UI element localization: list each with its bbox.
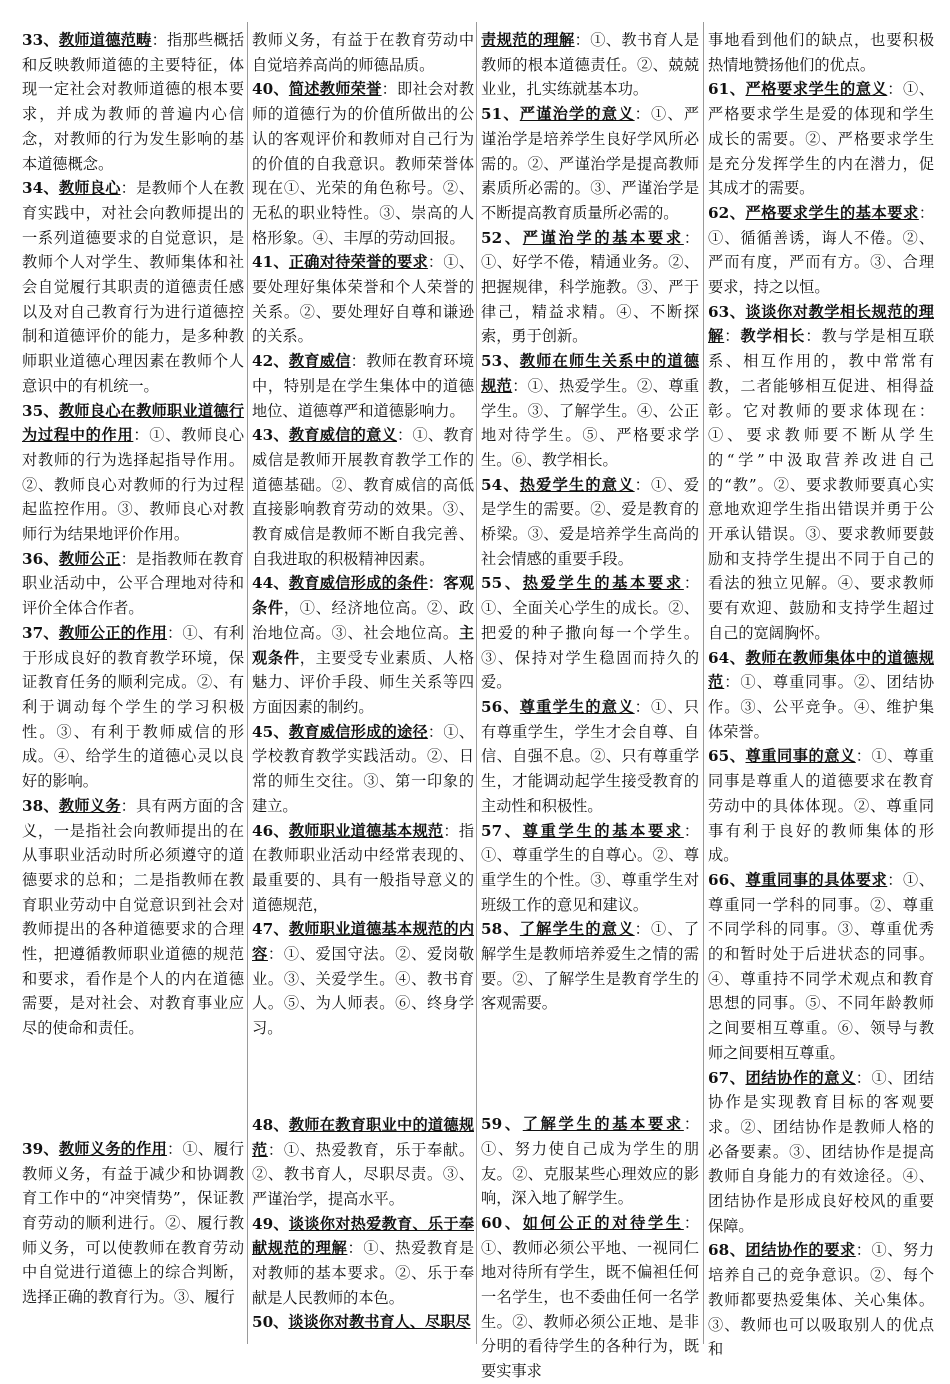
entry-term: 热爱学生的意义: [519, 475, 635, 494]
entry-text: ：指那些概括和反映教师道德的主要特征，体现一定社会对教师道德的根本要求，并成为教师的普遍内心信念，对教师的行为发生影响的基本道德概念。: [22, 31, 244, 173]
entry-text: ，①、经济地位高。②、政治地位高。③、社会地位高。: [252, 599, 474, 642]
entry-paragraph: [252, 28, 474, 77]
entry-number: 39、: [22, 1139, 59, 1158]
entry-number: 59、: [481, 1115, 523, 1134]
entry-term: 教师良心在教师职业道德行为过程中的作用: [22, 401, 244, 445]
entry-paragraph: [708, 868, 934, 1066]
entry-term: 教师在教师集体中的道德规范: [708, 648, 934, 692]
entry-text: ：是指教师在教育职业活动中，公平合理地对待和评价全体合作者。: [22, 549, 244, 618]
entry-paragraph: [252, 349, 474, 423]
entry-paragraph: [481, 226, 699, 350]
entry-number: 57、: [481, 821, 523, 840]
entry-term: 正确对待荣誉的要求: [288, 253, 428, 272]
entry-paragraph: [708, 77, 934, 201]
text-column-1: [22, 28, 244, 1310]
entry-number: 37、: [22, 623, 59, 642]
entry-paragraph: [708, 744, 934, 868]
column-spacer: [481, 1016, 699, 1112]
entry-number: 45、: [252, 722, 289, 741]
entry-term: 了解学生的基本要求: [522, 1115, 684, 1134]
entry-term: 教育威信形成的条件: [288, 574, 428, 593]
entry-paragraph: [22, 621, 244, 794]
column-divider-3: [703, 22, 704, 1344]
entry-text: ：①、全面关心学生的成长。②、把爱的种子撒向每一个学生。③、保持对学生稳固而持久的爱。: [481, 574, 699, 692]
entry-text: ：是教师个人在教育实践中，对社会向教师提出的一系列道德要求的自觉意识，是教师个人对学生、教师集体和社会自觉履行其职责的道德责任感以及对自己教育行为进行道德控制和道德评价的能力，是多种教师职业道德心理因素在教师个人意识中的有机统一。: [22, 179, 244, 395]
entry-text: ，主要受专业素质、人格魅力、评价手段、师生关系等四方面因素的制约。: [252, 648, 474, 716]
entry-paragraph: [481, 28, 699, 102]
entry-number: 50、: [252, 1313, 289, 1332]
entry-number: 47、: [252, 920, 289, 939]
entry-term: 了解学生的意义: [519, 920, 635, 939]
entry-bold-text: 主观条件: [252, 623, 474, 667]
entry-term: 教师道德范畴: [58, 31, 152, 49]
entry-text: ：①、团结协作是实现教育目标的客观要求。②、团结协作是教师人格的必备要素。③、团结协作是提高教师自身能力的有效途径。④、团结协作是形成良好校风的重要保障。: [708, 1068, 934, 1235]
entry-text: ：①、尊重同一学科的同事。②、尊重不同学科的同事。③、尊重优秀的和暂时处于后进状态的同事。④、尊重持不同学术观点和教育思想的同事。⑤、不同年龄教师之间要相互尊重。⑥、领导与教师之间要相互尊重。: [708, 870, 934, 1062]
entry-bold-text: ：客观条件: [252, 574, 474, 618]
entry-paragraph: [252, 1310, 474, 1335]
entry-paragraph: [252, 819, 474, 918]
entry-paragraph: [252, 77, 474, 250]
entry-term: 教师良心: [58, 179, 121, 198]
entry-term: 团结协作的要求: [745, 1241, 856, 1260]
entry-number: 58、: [481, 920, 520, 939]
column-spacer: [22, 1041, 244, 1137]
entry-paragraph: [252, 720, 474, 819]
entry-paragraph: [481, 1211, 699, 1384]
entry-number: 44、: [252, 574, 289, 593]
column-spacer: [252, 1041, 474, 1113]
entry-term: 严格要求学生的意义: [745, 80, 888, 99]
entry-term: 教师义务: [58, 796, 121, 815]
entry-term: 谈谈你对教学相长规范的理解: [708, 302, 934, 346]
entry-number: 62、: [708, 203, 746, 222]
entry-paragraph: [22, 794, 244, 1041]
entry-term: 尊重同事的具体要求: [745, 870, 888, 889]
entry-term: 责规范的理解: [481, 31, 575, 49]
entry-text: ：①、严谨治学是培养学生良好学风所必需的。②、严谨治学是提高教师素质所必需的。③、严谨治学是不断提高教育质量所必需的。: [481, 105, 699, 222]
entry-paragraph: [252, 917, 474, 1041]
entry-number: 66、: [708, 870, 746, 889]
entry-paragraph: [708, 646, 934, 745]
entry-text: ：①、教书育人是教师的根本道德责任。②、兢兢业业，扎实练就基本功。: [481, 31, 699, 99]
entry-number: 46、: [252, 821, 289, 840]
entry-term: 如何公正的对待学生: [522, 1213, 684, 1232]
entry-text: ：即社会对教师的道德行为的价值所做出的公认的客观评价和教师对自己行为的价值的自我意识。教师荣誉体现在①、光荣的角色称号。②、无私的职业特性。③、崇高的人格形象。④、丰厚的劳动回报。: [252, 80, 474, 247]
entry-text: ：①、好学不倦，精通业务。②、把握规律，科学施教。③、严于律己，精益求精。④、不断探索，勇于创新。: [481, 228, 699, 346]
entry-number: 35、: [22, 401, 59, 420]
entry-term: 团结协作的意义: [745, 1068, 856, 1087]
entry-number: 68、: [708, 1241, 746, 1260]
entry-term: 严谨治学的基本要求: [522, 228, 684, 247]
entry-text: ：教师在教育环境中，特别是在学生集体中的道德地位、道德尊严和道德影响力。: [252, 352, 474, 420]
entry-term: 教育威信形成的途径: [288, 722, 428, 741]
entry-text: ：①、热爱教育是对教师的基本要求。②、乐于奉献是人民教师的本色。: [252, 1239, 474, 1307]
entry-text: ：具有两方面的含义，一是指社会向教师提出的在从事职业活动时所必须遵守的道德要求的总和；二是指教师在教育职业劳动中自觉意识到社会对教师提出的各种道德要求的合理性，把遵循教师职业道德的规范和要求，看作是个人的内在道德需要，是对社会、对教育事业应尽的使命和责任。: [22, 796, 244, 1038]
entry-paragraph: [252, 1212, 474, 1311]
entry-text: ：①、热爱教育，乐于奉献。②、教书育人，尽职尽责。③、严谨治学，提高水平。: [252, 1140, 474, 1208]
entry-paragraph: [481, 1112, 699, 1211]
entry-number: 42、: [252, 352, 289, 371]
entry-text: 教师义务，有益于在教育劳动中自觉培养高尚的师德品质。: [252, 31, 474, 74]
entry-text: ：①、努力使自己成为学生的朋友。②、克服某些心理效应的影响，深入地了解学生。: [481, 1115, 699, 1208]
entry-number: 55、: [481, 574, 523, 593]
entry-number: 53、: [481, 352, 520, 371]
entry-text: ：①、努力培养自己的竞争意识。②、每个教师都要热爱集体、关心集体。③、教师也可以吸取别人的优点和: [708, 1241, 934, 1359]
entry-text: ：①、要处理好集体荣誉和个人荣誉的关系。②、要处理好自尊和谦逊的关系。: [252, 253, 474, 346]
entry-text: ：①、教育威信是教师开展教育教学工作的道德基础。②、教育威信的高低直接影响教育劳动的效果。③、教育威信是教师不断自我完善、自我进取的积极精神因素。: [252, 426, 474, 568]
entry-paragraph: [481, 102, 699, 226]
entry-text: ：①、学校教育教学实践活动。②、日常的师生交往。③、第一印象的建立。: [252, 722, 474, 815]
entry-paragraph: [252, 1113, 474, 1212]
entry-text: ：①、循循善诱，诲人不倦。②、严而有度，严而有方。③、合理要求，持之以恒。: [708, 203, 934, 297]
entry-text: ：①、尊重同事。②、团结协作。③、公平竞争。④、维护集体荣誉。: [708, 673, 934, 741]
column-divider-1: [247, 22, 248, 1344]
entry-term: 热爱学生的基本要求: [522, 574, 684, 593]
entry-paragraph: [481, 349, 699, 473]
entry-paragraph: [22, 1137, 244, 1310]
entry-number: 34、: [22, 179, 59, 198]
text-column-3: [481, 28, 699, 1384]
entry-text: ：: [724, 327, 741, 346]
entry-text: ：①、尊重同事是尊重人的道德要求在教育劳动中的具体体现。②、尊重同事有利于良好的教师集体的形成。: [708, 747, 934, 865]
entry-text: ：教与学是相互联系、相互作用的，教中常常有教，二者能够相互促进、相得益彰。它对教师的要求体现在：①、要求教师要不断从学生的“学”中汲取营养改进自己的“教”。②、要求教师要真心实意地欢迎学生指出错误并勇于公开承认错误。③、要求教师要鼓励和支持学生提出不同于自己的看法的独立见解。④、要求教师要有欢迎、鼓励和支持学生超过自己的宽阔胸怀。: [708, 327, 934, 642]
entry-paragraph: [481, 473, 699, 572]
entry-text: ：①、教师良心对教师的行为选择起指导作用。②、教师良心对教师的行为过程起监控作用。③、教师良心对教师行为结果地评价作用。: [22, 426, 244, 544]
entry-number: 54、: [481, 475, 520, 494]
entry-term: 严谨治学的意义: [519, 105, 635, 124]
entry-term: 教育威信的意义: [288, 426, 398, 445]
entry-term: 尊重学生的基本要求: [522, 821, 684, 840]
entry-number: 43、: [252, 426, 289, 445]
column-divider-2: [476, 22, 477, 1344]
entry-text: ：①、尊重学生的自尊心。②、尊重学生的个性。③、尊重学生对班级工作的意见和建议。: [481, 821, 699, 914]
entry-number: 51、: [481, 105, 520, 124]
entry-term: 教师公正: [58, 549, 121, 568]
entry-paragraph: [708, 300, 934, 646]
text-column-2: [252, 28, 474, 1335]
entry-text: ：①、只有尊重学生，学生才会自尊、自信、自强不息。②、只有尊重学生，才能调动起学生接受教育的主动性和积极性。: [481, 697, 699, 815]
entry-number: 36、: [22, 549, 59, 568]
entry-bold-text: 教学相长: [740, 327, 806, 346]
entry-number: 49、: [252, 1214, 289, 1233]
entry-text: ：①、热爱学生。②、尊重学生。③、了解学生。④、公正地对待学生。⑤、严格要求学生。⑥、教学相长。: [481, 376, 699, 469]
entry-text: ：①、爱是学生的需要。②、爱是教育的桥梁。③、爱是培养学生高尚的社会情感的重要手段。: [481, 475, 699, 568]
entry-number: 65、: [708, 747, 746, 766]
entry-paragraph: [708, 1066, 934, 1239]
entry-number: 33、: [22, 31, 59, 49]
entry-term: 教师在师生关系中的道德规范: [481, 352, 699, 395]
entry-text: 事地看到他们的缺点，也要积极热情地赞扬他们的优点。: [708, 31, 934, 74]
entry-paragraph: [22, 399, 244, 547]
entry-term: 尊重学生的意义: [519, 697, 635, 716]
entry-text: ：指在教师职业活动中经常表现的、最重要的、具有一般指导意义的道德规范，: [252, 821, 474, 914]
entry-number: 38、: [22, 796, 59, 815]
entry-text: ：①、严格要求学生是爱的体现和学生成长的需要。②、严格要求学生是充分发挥学生的内在潜力，促其成才的需要。: [708, 80, 934, 198]
text-column-4: [708, 28, 934, 1362]
entry-number: 52、: [481, 228, 523, 247]
entry-text: ：①、教师必须公平地、一视同仁地对待所有学生，既不偏袒任何一名学生，也不委曲任何一名学生。②、教师必须公正地、是非分明的看待学生的各种行为，既要实事求: [481, 1213, 699, 1381]
entry-text: ：①、爱国守法。②、爱岗敬业。③、关爱学生。④、教书育人。⑤、为人师表。⑥、终身学习。: [252, 945, 474, 1038]
entry-paragraph: [708, 28, 934, 77]
entry-paragraph: [481, 695, 699, 819]
entry-paragraph: [252, 423, 474, 571]
entry-term: 教师在教育职业中的道德规范: [252, 1115, 474, 1159]
entry-paragraph: [481, 819, 699, 918]
entry-paragraph: [22, 176, 244, 398]
entry-term: 教师职业道德基本规范的内容: [252, 920, 474, 964]
entry-paragraph: [708, 201, 934, 300]
entry-term: 谈谈你对热爱教育、乐于奉献规范的理解: [252, 1214, 474, 1258]
entry-paragraph: [22, 28, 244, 176]
entry-term: 简述教师荣誉: [288, 80, 382, 99]
entry-text: ：①、了解学生是教师培养爱生之情的需要。②、了解学生是教育学生的客观需要。: [481, 920, 699, 1013]
entry-term: 严格要求学生的基本要求: [745, 203, 919, 222]
entry-paragraph: [22, 547, 244, 621]
entry-term: 教师公正的作用: [58, 623, 168, 642]
entry-term: 教师职业道德基本规范: [288, 821, 444, 840]
entry-number: 48、: [252, 1115, 289, 1134]
entry-number: 64、: [708, 648, 746, 667]
entry-number: 60、: [481, 1213, 523, 1232]
entry-term: 教育威信: [288, 352, 351, 371]
entry-number: 67、: [708, 1068, 746, 1087]
entry-number: 56、: [481, 697, 520, 716]
entry-text: ：①、履行教师义务，有益于减少和协调教育工作中的“冲突情势”，保证教育劳动的顺利进行。②、履行教师义务，可以使教师在教育劳动中自觉进行道德上的综合判断，选择正确的教育行为。③、履行: [22, 1139, 244, 1307]
entry-number: 40、: [252, 80, 289, 99]
entry-term: 尊重同事的意义: [745, 747, 856, 766]
entry-term: 谈谈你对教书育人、尽职尽: [288, 1313, 471, 1332]
entry-paragraph: [252, 571, 474, 719]
entry-number: 41、: [252, 253, 289, 272]
entry-paragraph: [481, 571, 699, 695]
entry-paragraph: [708, 1238, 934, 1362]
entry-text: ：①、有利于形成良好的教育教学环境，保证教育任务的顺利完成。②、有利于调动每个学生的学习积极性。③、有利于教师威信的形成。④、给学生的道德心灵以良好的影响。: [22, 623, 244, 791]
entry-term: 教师义务的作用: [58, 1139, 168, 1158]
entry-number: 63、: [708, 302, 746, 321]
entry-paragraph: [481, 917, 699, 1016]
entry-number: 61、: [708, 80, 746, 99]
entry-paragraph: [252, 250, 474, 349]
